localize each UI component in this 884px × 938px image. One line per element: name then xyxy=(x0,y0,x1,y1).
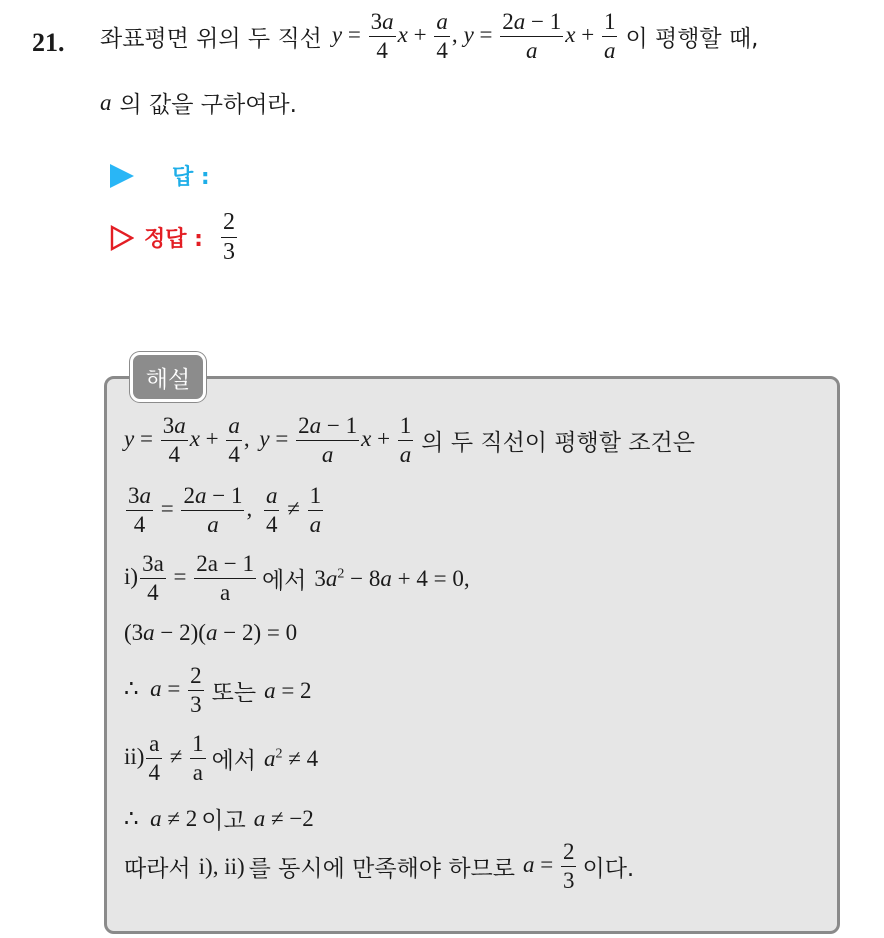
correct-answer-fraction: $\frac{2}{3}$ xyxy=(222,209,235,266)
solution-equation-1: y = $\frac{3a}{4}$ x + $\frac{a}{4}$ , y = $\frac{2a - 1}{a}$ x + $\frac{1}{a}$ xyxy=(124,413,412,468)
outline-triangle-icon xyxy=(110,225,134,251)
cases-reference: i), ii) xyxy=(198,853,245,879)
variable-a: a xyxy=(100,89,112,115)
solution-text-8b: 를 동시에 만족해야 하므로 xyxy=(248,856,515,883)
solution-condition: $\frac{3a}{4}$ = $\frac{2a - 1}{a}$ , $\frac{a}{4}$ ≠ $\frac{1}{a}$ xyxy=(128,483,322,538)
question-text-2: 이 평행할 때, xyxy=(625,26,759,53)
problem-number: 21. xyxy=(32,28,65,57)
case-1-result-2: a = 2 xyxy=(264,677,312,703)
case-1-result: ∴ a = $\frac{2}{3}$ xyxy=(124,663,202,718)
solution-line-4 xyxy=(124,620,297,646)
solution-tab: 해설 xyxy=(130,352,206,402)
final-answer: a = $\frac{2}{3}$ xyxy=(523,839,575,894)
solution-text-3: 에서 xyxy=(261,568,307,595)
solution-text-8a: 따라서 xyxy=(124,856,191,883)
fraction-a-over-4: $\frac{a}{4}$ xyxy=(436,9,448,64)
answer-row xyxy=(110,160,210,191)
case-2-result: ∴ a ≠ 2 xyxy=(124,805,198,831)
fraction-3a-over-4: $\frac{3a}{4}$ xyxy=(370,9,394,64)
correct-answer-row xyxy=(110,210,239,265)
question-text-1: 좌표평면 위의 두 직선 xyxy=(100,26,322,53)
question-line-1 xyxy=(100,10,758,63)
solution-line-1 xyxy=(124,414,695,467)
solution-line-8 xyxy=(124,840,634,893)
solution-text-8c: 이다. xyxy=(582,856,635,883)
case-1-equation: i) $\frac{3a}{4}$ = $\frac{2a - 1}{a}$ xyxy=(124,551,254,606)
factored-equation: (3a − 2)(a − 2) = 0 xyxy=(124,620,298,645)
answer-label: 답 : xyxy=(172,165,210,190)
solution-text-7: 이고 xyxy=(201,808,246,834)
solution-line-7 xyxy=(124,802,314,835)
play-triangle-icon xyxy=(110,164,134,188)
solution-text-1: 의 두 직선이 평행할 조건은 xyxy=(421,430,695,457)
solution-line-2 xyxy=(124,484,325,537)
fraction-2a-1-over-a: $\frac{2a - 1}{a}$ xyxy=(502,9,562,64)
solution-text-6: 에서 xyxy=(211,748,257,775)
fraction-1-over-a: $\frac{1}{a}$ xyxy=(603,9,616,64)
solution-line-6 xyxy=(124,732,318,785)
line-equation-2: y = $\frac{2a - 1}{a}$ x + $\frac{1}{a}$ xyxy=(463,9,616,64)
quadratic-equation: $3a^2 - 8a + 4 = 0$, xyxy=(314,565,470,591)
solution-text-5: 또는 xyxy=(211,680,257,707)
correct-answer-label: 정답 : xyxy=(144,227,203,253)
line-equation-1: y = $\frac{3a}{4}$ x + $\frac{a}{4}$ , xyxy=(331,9,458,64)
case-2-equation: ii) $\frac{a}{4}$ ≠ $\frac{1}{a}$ xyxy=(124,731,204,786)
question-line-2 xyxy=(100,86,297,119)
case-2-inequality: $a^2 \ne 4$ xyxy=(264,745,319,771)
solution-line-5 xyxy=(124,664,312,717)
solution-line-3 xyxy=(124,552,470,605)
case-2-result-2: a ≠ −2 xyxy=(253,805,314,831)
question-text-3: 의 값을 구하여라. xyxy=(119,92,297,118)
